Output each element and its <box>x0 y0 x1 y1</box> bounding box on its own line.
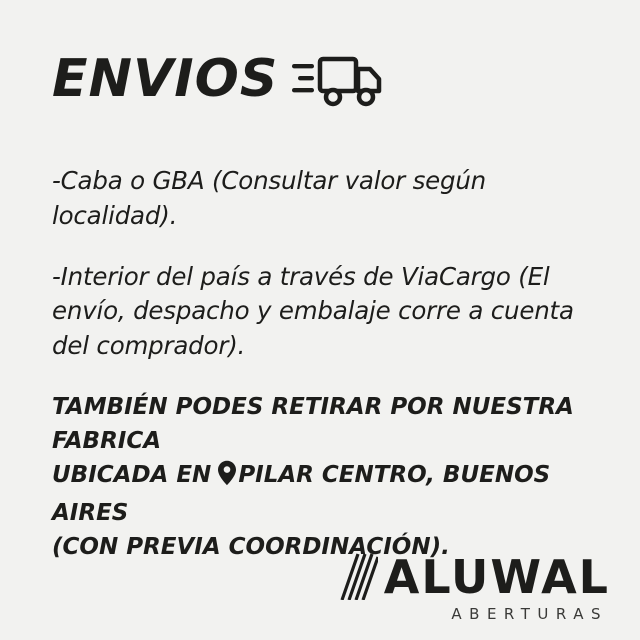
map-pin-icon <box>217 460 237 496</box>
logo-stripes-icon <box>338 552 378 600</box>
aluwal-logo <box>338 550 610 605</box>
logo-subtitle: ABERTURAS <box>451 605 608 623</box>
logo-wordmark: ALUWAL <box>383 550 610 605</box>
delivery-truck-icon <box>292 50 384 112</box>
header <box>52 46 602 112</box>
page-title: ENVIOS <box>52 49 279 109</box>
pickup-line-3: (CON PREVIA COORDINACIÓN). <box>52 534 450 561</box>
pickup-line-2-suffix: PILAR CENTRO, BUENOS AIRES <box>52 461 551 526</box>
brand-logo <box>338 552 610 622</box>
shipping-interior: -Interior del país a través de ViaCargo (El envío, despacho y embalaje corre a cuenta del comprador). <box>52 261 574 361</box>
pickup-line-2 <box>52 458 602 530</box>
pickup-info <box>52 390 602 564</box>
pickup-line-2-prefix: UBICADA EN <box>52 461 212 488</box>
body-text <box>52 164 602 564</box>
pickup-line-1: TAMBIÉN PODES RETIRAR POR NUESTRA FABRICA <box>52 393 574 454</box>
shipping-caba-gba: -Caba o GBA (Consultar valor según localidad). <box>52 166 487 230</box>
